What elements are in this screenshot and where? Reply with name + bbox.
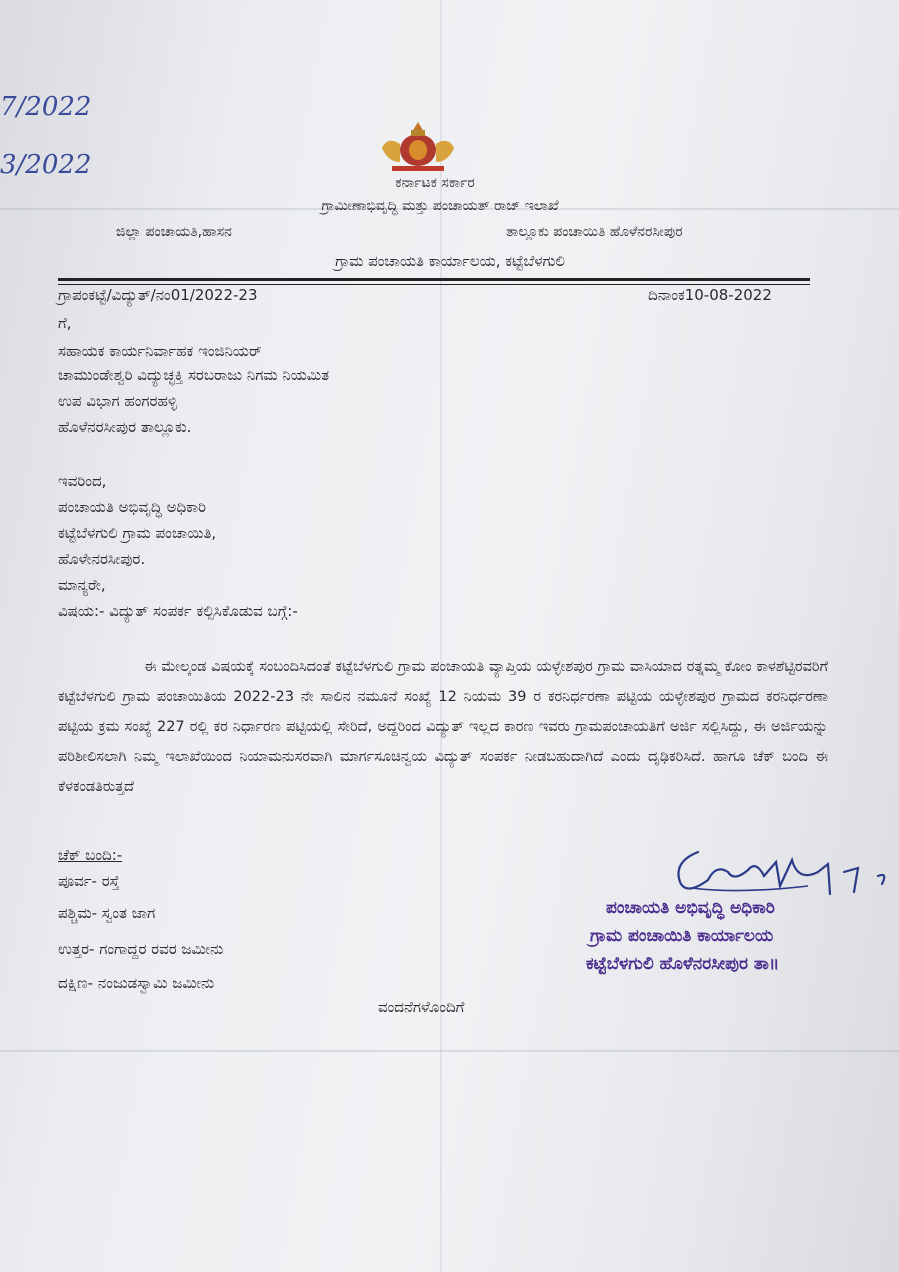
- sender-line: ಹೊಳೇನರಸೀಪುರ.: [58, 550, 146, 568]
- stamp-location: ಕಟ್ಟೆಬೆಳಗುಲಿ ಹೊಳೆನರಸೀಪುರ ತಾ॥: [586, 954, 780, 974]
- sender-line: ಪಂಚಾಯತಿ ಅಭಿವೃದ್ಧಿ ಅಧಿಕಾರಿ: [58, 498, 207, 516]
- recipient-line: ಹೊಳೆನರಸೀಪುರ ತಾಲ್ಲೂಕು.: [58, 418, 192, 436]
- letter-body: ಈ ಮೇಲ್ಕಂಡ ವಿಷಯಕ್ಕೆ ಸಂಬಂದಿಸಿದಂತೆ ಕಟ್ಟೆಬೆಳಗುಲಿ ಗ್ರಾಮ ಪಂಚಾಯತಿ ವ್ಯಾಪ್ತಿಯ ಯಳ್ಳೇಶಪುರ ಗ್ರಾಮ ವಾಸಿಯಾದ ರತ್ನಮ್ಮ ಕೋಂ ಕಾಳಶೆಟ್ಟಿರವರಿಗೆ ಕಟ್ಟೆಬೆಳಗುಲಿ ಗ್ರಾಮ ಪಂಚಾಯಿತಿಯ 2022-23 ನೇ ಸಾಲಿನ ನಮೂನೆ ಸಂಖ್ಯೆ 12 ನಿಯಮ 39 ರ ಕರನಿರ್ಧರಣಾ ಪಟ್ಟಿಯ ಯಳ್ಳೇಶಪುರ ಗ್ರಾಮದ ಕರನಿರ್ಧರಣಾ ಪಟ್ಟಿಯ ಕ್ರಮ ಸಂಖ್ಯೆ 227 ರಲ್ಲಿ ಕರ ನಿರ್ಧಾರಣ ಪಟ್ಟಿಯಲ್ಲಿ ಸೇರಿದೆ, ಅದ್ದರಿಂದ ವಿದ್ಯುತ್ ಇಲ್ಲದ ಕಾರಣ ಇವರು ಗ್ರಾಮಪಂಚಾಯತಿಗೆ ಅರ್ಜಿ ಸಲ್ಲಿಸಿದ್ದು, ಈ ಅರ್ಜಿಯನ್ನು ಪರಿಶೀಲಿಸಲಾಗಿ ನಿಮ್ಮ ಇಲಾಖೆಯಿಂದ ನಿಯಾಮನುಸರವಾಗಿ ಮಾರ್ಗಸೂಚಿನ್ವಯ ವಿದ್ಯುತ್ ಸಂಪರ್ಕ ನೀಡಬಹುದಾಗಿದೆ ಎಂದು ದೃಢಿಕರಿಸಿದೆ. ಹಾಗೂ ಚೆಕ್ ಬಂದಿ ಈ ಕೆಳಕಂಡತಿರುತ್ತದೆ: [58, 659, 828, 795]
- paper-fold: [0, 1050, 899, 1052]
- closing-text: ವಂದನೆಗಳೊಂದಿಗೆ: [378, 998, 465, 1016]
- boundary-east: ಪೂರ್ವ- ರಸ್ತೆ: [58, 872, 120, 890]
- recipient-line: ಸಹಾಯಕ ಕಾರ್ಯನಿರ್ವಾಹಕ ಇಂಜಿನಿಯರ್: [58, 342, 262, 360]
- letter-date: ದಿನಾಂಕ10-08-2022: [648, 286, 772, 304]
- recipient-line: ಉಪ ವಿಭಾಗ ಹಂಗರಹಳ್ಳಿ: [58, 392, 177, 410]
- karnataka-emblem-icon: [378, 118, 458, 174]
- taluk-panchayat: ತಾಲ್ಲೂಕು ಪಂಚಾಯಿತಿ ಹೊಳೆನರಸೀಪುರ: [506, 224, 683, 240]
- subject-line: ವಿಷಯ:- ವಿದ್ಯುತ್ ಸಂಪರ್ಕ ಕಲ್ಪಿಸಿಕೊಡುವ ಬಗ್ಗೆ:-: [58, 602, 298, 620]
- margin-note-2: 3/2022: [0, 150, 92, 180]
- boundary-west: ಪಶ್ಚಿಮ- ಸ್ವಂತ ಜಾಗ: [58, 904, 156, 922]
- department-title: ಗ್ರಾಮೀಣಾಭಿವೃದ್ಧಿ ಮತ್ತು ಪಂಚಾಯತ್ ರಾಜ್ ಇಲಾಖೆ: [321, 198, 559, 214]
- recipient-line: ಚಾಮುಂಡೇಶ್ವರಿ ವಿದ್ಯುಚ್ಛಕ್ತಿ ಸರಬರಾಜು ನಿಗಮ ನಿಯಮಿತ: [58, 366, 330, 384]
- to-prefix: ಗೆ,: [58, 314, 72, 332]
- header-rule: [58, 278, 810, 281]
- handwritten-signature: [668, 842, 899, 902]
- from-prefix: ಇವರಿಂದ,: [58, 472, 107, 490]
- margin-note-1: 7/2022: [0, 92, 92, 122]
- boundary-north: ಉತ್ತರ- ಗಂಗಾದ್ದರ ರವರ ಜಮೀನು: [58, 940, 224, 958]
- government-title: ಕರ್ನಾಟಕ ಸರ್ಕಾರ: [395, 175, 475, 191]
- reference-number: ಗ್ರಾಪಂಕಟ್ಟೆ/ವಿದ್ಯುತ್/ನಂ01/2022-23: [58, 286, 258, 304]
- sender-line: ಕಟ್ಟೆಬೆಳಗುಲಿ ಗ್ರಾಮ ಪಂಚಾಯಿತಿ,: [58, 524, 217, 542]
- office-title: ಗ್ರಾಮ ಪಂಚಾಯತಿ ಕಾರ್ಯಾಲಯ, ಕಟ್ಟೆಬೆಳಗುಲಿ: [335, 252, 565, 270]
- header-rule-thin: [58, 284, 810, 285]
- boundaries-title: ಚೆಕ್ ಬಂದಿ:-: [58, 846, 123, 864]
- district-panchayat: ಜಿಲ್ಲಾ ಪಂಚಾಯತಿ,ಹಾಸನ: [116, 224, 232, 240]
- stamp-designation: ಪಂಚಾಯತಿ ಅಭಿವೃದ್ಧಿ ಅಧಿಕಾರಿ: [606, 898, 775, 918]
- boundary-south: ದಕ್ಷಿಣ- ನಂಜುಡಸ್ವಾಮಿ ಜಮೀನು: [58, 974, 215, 992]
- stamp-office: ಗ್ರಾಮ ಪಂಚಾಯಿತಿ ಕಾರ್ಯಾಲಯ: [590, 926, 774, 946]
- salutation: ಮಾನ್ಯರೇ,: [58, 576, 106, 594]
